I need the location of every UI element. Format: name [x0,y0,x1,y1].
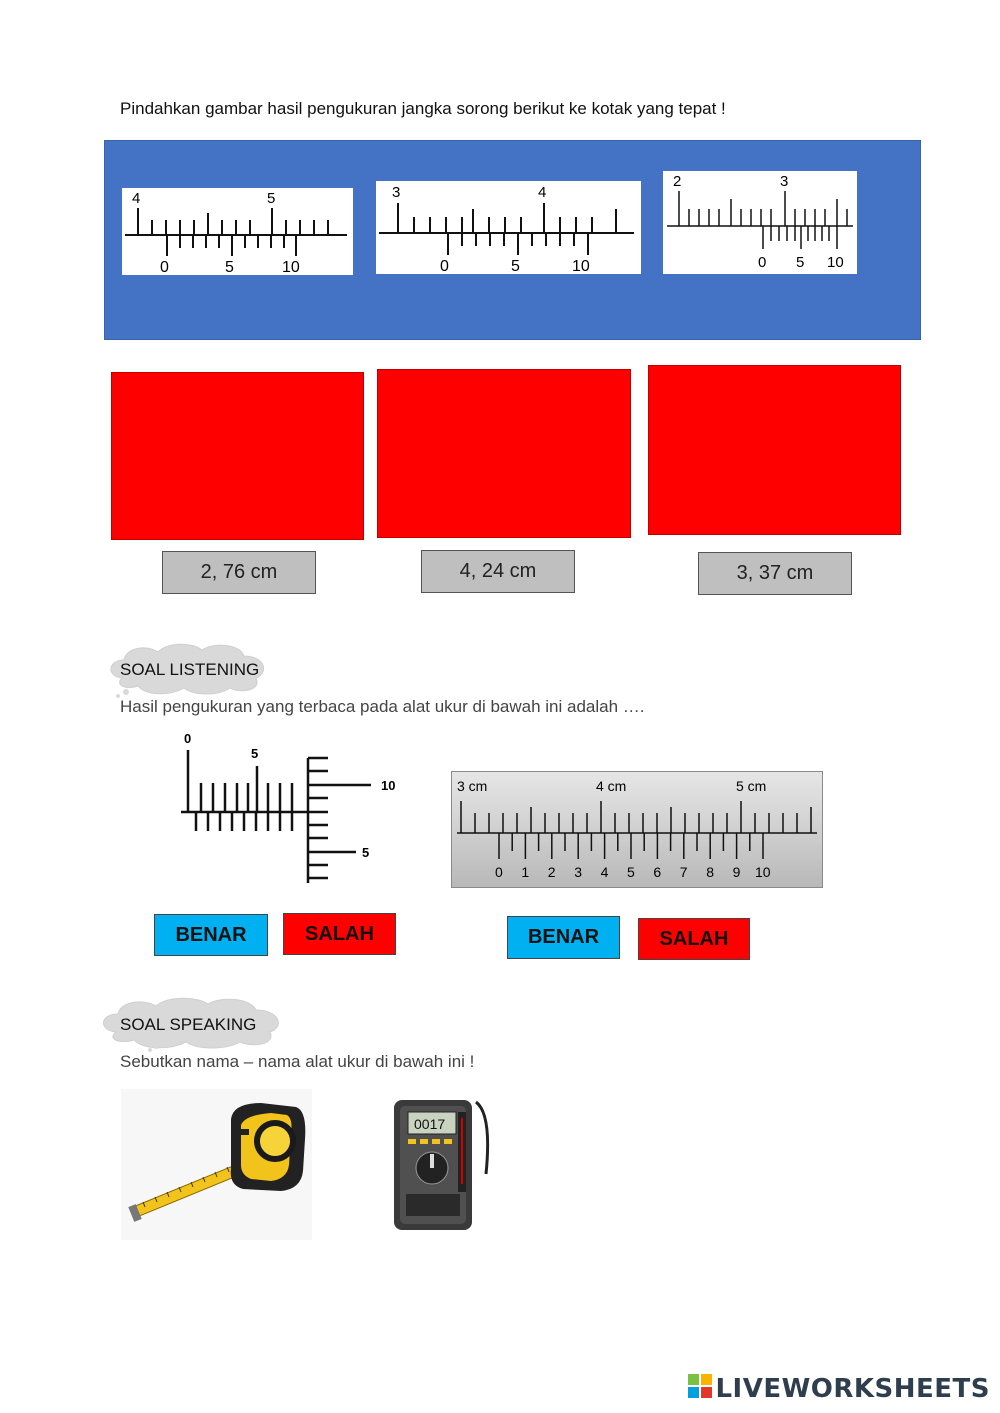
vernier-scale-label: 1 [521,864,530,880]
vernier-main-3cm: 3 cm [457,778,488,794]
vernier-scale-label: 5 [627,864,635,880]
instruction-text: Pindahkan gambar hasil pengukuran jangka sorong berikut ke kotak yang tepat ! [120,99,726,118]
salah-button-1[interactable]: SALAH [283,913,396,955]
micrometer-five-label: 5 [251,746,259,761]
caliper-image-3[interactable] [663,171,857,274]
drop-box-1[interactable] [111,372,364,540]
vernier-scale-label: 9 [732,864,741,880]
vernier-scale-label: 7 [679,864,688,880]
vernier-scale-label: 8 [706,864,714,880]
caliper-3-vernier-5: 5 [796,254,805,271]
caliper-2-vernier-5: 5 [511,258,520,274]
caliper-images-panel [104,140,921,340]
answer-label-1: 2, 76 cm [162,551,316,594]
caliper-1-vernier-10: 10 [282,259,300,275]
caliper-1-vernier-5: 5 [225,259,234,275]
benar-button-1[interactable]: BENAR [154,914,268,956]
multimeter-image [384,1094,500,1234]
caliper-1-vernier-0: 0 [160,259,169,275]
answer-label-2: 4, 24 cm [421,550,575,593]
vernier-scale-label: 10 [755,864,771,880]
vernier-scale-label: 2 [547,864,556,880]
caliper-image-2[interactable] [376,181,641,274]
drop-box-3[interactable] [648,365,901,535]
listening-question: Hasil pengukuran yang terbaca pada alat ukur di bawah ini adalah …. [120,697,645,716]
caliper-3-vernier-10: 10 [827,254,844,271]
listening-title: SOAL LISTENING [120,660,260,679]
caliper-2-main-left: 3 [392,184,401,201]
micrometer-thimble-5: 5 [362,845,370,860]
answer-label-3: 3, 37 cm [698,552,852,595]
liveworksheets-logo-icon [688,1374,712,1405]
micrometer-image [176,728,406,890]
micrometer-zero-label: 0 [184,731,192,746]
liveworksheets-brand: LIVEWORKSHEETS [715,1374,990,1404]
vernier-scale-label: 0 [495,864,503,880]
speaking-question: Sebutkan nama – nama alat ukur di bawah ini ! [120,1052,475,1071]
caliper-3-main-right: 3 [780,173,789,190]
tape-measure-image [121,1089,312,1240]
speaking-title: SOAL SPEAKING [120,1015,257,1034]
caliper-2-main-right: 4 [538,184,547,201]
caliper-2-vernier-0: 0 [440,258,449,274]
caliper-2-vernier-10: 10 [572,258,590,274]
micrometer-thimble-10: 10 [381,778,396,793]
salah-button-2[interactable]: SALAH [638,918,750,960]
vernier-caliper-image [451,771,823,888]
vernier-main-4cm: 4 cm [596,778,627,794]
vernier-scale-label: 6 [653,864,662,880]
caliper-1-main-right: 5 [267,190,276,207]
vernier-main-5cm: 5 cm [736,778,767,794]
vernier-scale-label: 4 [600,864,609,880]
caliper-3-vernier-0: 0 [758,254,767,271]
caliper-1-main-left: 4 [132,190,141,207]
vernier-scale-label: 3 [574,864,582,880]
caliper-3-main-left: 2 [673,173,682,190]
multimeter-display: 0017 [414,1116,446,1132]
caliper-image-1[interactable] [122,188,353,275]
benar-button-2[interactable]: BENAR [507,916,620,959]
liveworksheets-logo [688,1374,990,1405]
drop-box-2[interactable] [377,369,631,538]
